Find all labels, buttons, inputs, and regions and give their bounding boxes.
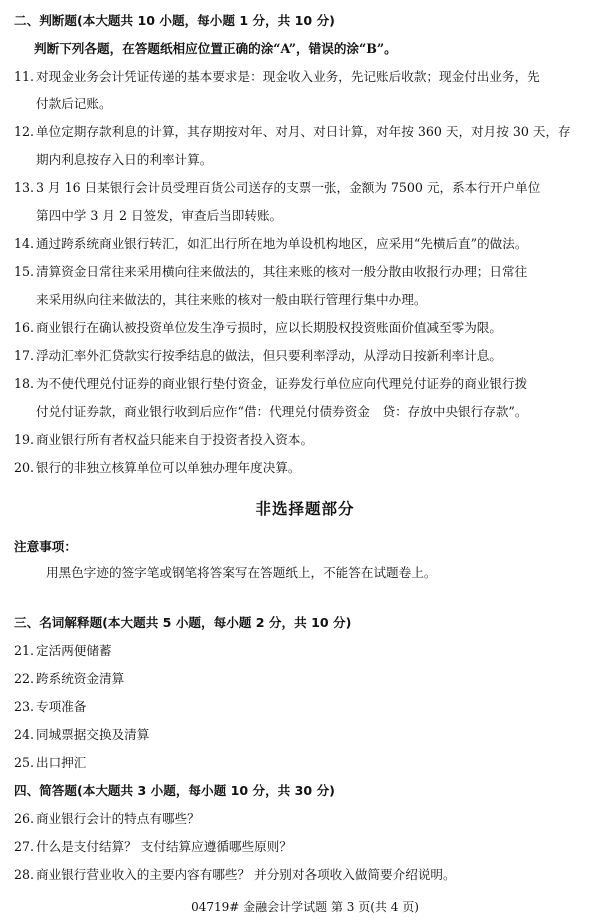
question-21 (14, 645, 112, 658)
question-text: 商业银行所有者权益只能来自于投资者投入资本。 (36, 432, 314, 447)
question-text: 清算资金日常往来采用横向往来做法的，其往来账的核对一般分散由收报行办理；日常往 (36, 264, 528, 279)
notice-label: 注意事项： (14, 539, 77, 554)
question-24 (14, 729, 149, 742)
question-text: 同城票据交换及清算 (36, 727, 150, 742)
nonchoice-title: 非选择题部分 (255, 500, 355, 518)
question-number: 11. (14, 69, 35, 84)
question-11-continued: 付款后记账。 (36, 96, 112, 111)
question-23 (14, 701, 86, 714)
question-text: 银行的非独立核算单位可以单独办理年度决算。 (36, 460, 301, 475)
question-number: 19. (14, 432, 35, 447)
question-number: 28. (14, 867, 35, 882)
question-15 (14, 266, 527, 279)
question-text: 通过跨系统商业银行转汇，如汇出行所在地为单设机构地区，应采用“先横后直”的做法。 (36, 236, 528, 251)
question-number: 21. (14, 643, 35, 658)
question-number: 12. (14, 124, 35, 139)
question-text: 出口押汇 (36, 755, 87, 770)
question-text: 什么是支付结算？ 支付结算应遵循哪些原则？ (36, 839, 292, 854)
question-text: 跨系统资金清算 (36, 671, 125, 686)
question-20 (14, 462, 300, 475)
question-12-continued: 期内利息按存入日的利率计算。 (36, 152, 213, 167)
question-number: 20. (14, 460, 35, 475)
question-number: 26. (14, 811, 35, 826)
question-19 (14, 434, 313, 447)
question-15-continued: 来采用纵向往来做法的，其往来账的核对一般由联行管理行集中办理。 (36, 292, 427, 307)
question-text: 专项准备 (36, 699, 87, 714)
question-number: 25. (14, 755, 35, 770)
question-25 (14, 757, 86, 770)
question-number: 13. (14, 180, 35, 195)
question-number: 14. (14, 236, 35, 251)
question-number: 15. (14, 264, 35, 279)
question-text: 商业银行在确认被投资单位发生净亏损时，应以长期股权投资账面价值减至零为限。 (36, 320, 502, 335)
section-2-instruction: 判断下列各题，在答题纸相应位置正确的涂“A”，错误的涂“B”。 (34, 41, 397, 56)
question-28 (14, 869, 456, 882)
section-2-heading: 二、判断题(本大题共 10 小题，每小题 1 分，共 10 分) (14, 13, 335, 28)
question-number: 24. (14, 727, 35, 742)
question-18 (14, 378, 527, 391)
question-16 (14, 322, 502, 335)
question-text: 为不使代理兑付证券的商业银行垫付资金，证券发行单位应向代理兑付证券的商业银行拨 (36, 376, 528, 391)
question-text: 商业银行会计的特点有哪些？ (36, 811, 200, 826)
question-11 (14, 71, 540, 84)
question-number: 16. (14, 320, 35, 335)
section-3-heading: 三、名词解释题(本大题共 5 小题，每小题 2 分，共 10 分) (14, 615, 352, 630)
question-text: 商业银行营业收入的主要内容有哪些？ 并分别对各项收入做简要介绍说明。 (36, 867, 456, 882)
question-26 (14, 813, 200, 826)
question-text: 浮动汇率外汇贷款实行按季结息的做法，但只要利率浮动，从浮动日按新利率计息。 (36, 348, 502, 363)
question-text: 对现金业务会计凭证传递的基本要求是：现金收入业务，先记账后收款；现金付出业务，先 (36, 69, 540, 84)
question-number: 27. (14, 839, 35, 854)
notice-text: 用黑色字迹的签字笔或钢笔将答案写在答题纸上，不能答在试题卷上。 (46, 565, 437, 580)
question-22 (14, 673, 124, 686)
question-text: 定活两便储蓄 (36, 643, 112, 658)
question-18-continued: 付兑付证券款，商业银行收到后应作“借：代理兑付债券资金 贷：存放中央银行存款”。 (36, 404, 528, 419)
question-number: 23. (14, 699, 35, 714)
section-4-heading: 四、简答题(本大题共 3 小题，每小题 10 分，共 30 分) (14, 783, 335, 798)
question-text: 3 月 16 日某银行会计员受理百货公司送存的支票一张，金额为 7500 元，系本行开户单位 (36, 180, 541, 195)
question-number: 18. (14, 376, 35, 391)
question-number: 17. (14, 348, 35, 363)
question-text: 单位定期存款利息的计算，其存期按对年、对月、对日计算，对年按 360 天，对月按 30 天，存 (36, 124, 571, 139)
question-13 (14, 182, 540, 195)
question-12 (14, 126, 571, 139)
question-27 (14, 841, 292, 854)
question-14 (14, 238, 527, 251)
question-17 (14, 350, 502, 363)
question-number: 22. (14, 671, 35, 686)
question-13-continued: 第四中学 3 月 2 日签发，审查后当即转账。 (36, 208, 283, 223)
page-footer: 04719# 金融会计学试题 第 3 页(共 4 页) (191, 900, 419, 914)
